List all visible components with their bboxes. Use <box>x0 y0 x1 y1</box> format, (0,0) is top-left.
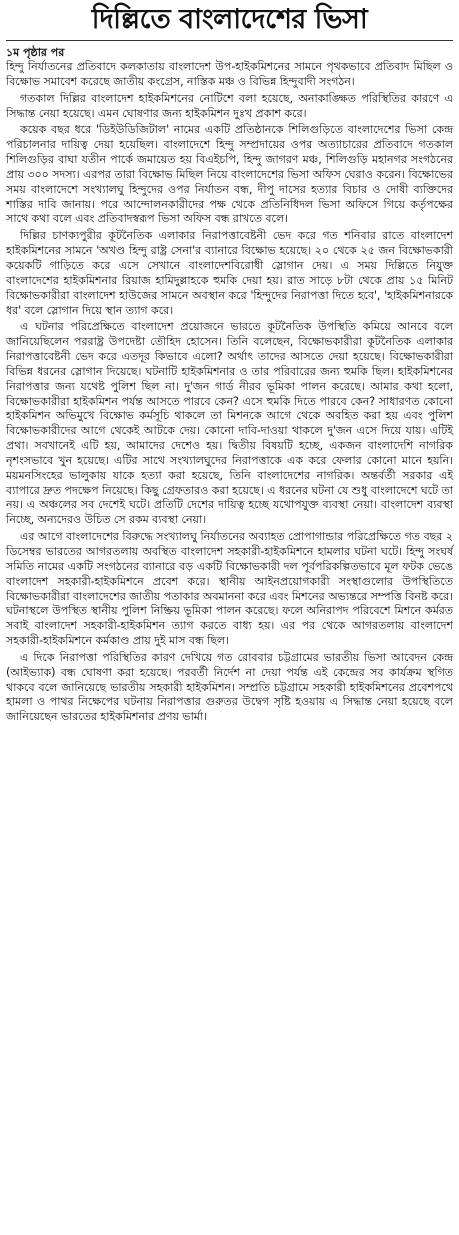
article-paragraph: এর আগে বাংলাদেশের বিরুদ্ধে সংখ্যালঘু নির্যাতনের অব্যাহত প্রোপাগান্ডার পরিপ্রেক্ষিতে গত বছর ২ ডিসেম্বর ভারতের আগরতলায় অবস্থিত বাংলাদেশ সহকারী-হাইকমিশনে হামলার ঘটনা ঘটে। হিন্দু সংঘর্ষ সমিতি নামের একটি সংগঠনের ব্যানারে বড় একটি বিক্ষোভকারী দল পূর্বপরিকল্পিতভাবে মূল ফটক ভেঙে বাংলাদেশ সহকারী-হাইকমিশনে প্রবেশ করে। স্থানীয় আইনপ্রয়োগকারী সংস্থাগুলোর উপস্থিতিতে বিক্ষোভকারীরা বাংলাদেশের জাতীয় পতাকার অবমাননা করে এবং মিশনের অভ্যন্তরে সম্পত্তি বিনষ্ট করে। ঘটনাস্থলে উপস্থিত স্থানীয় পুলিশ নিষ্ক্রিয় ভূমিকা পালন করেছে। ফলে অনিরাপদ পরিবেশে মিশনে কর্মরত সবাই বাংলাদেশ সহকারী-হাইকমিশন ত্যাগ করতে বাধ্য হয়। এর পর থেকে আগরতলায় বাংলাদেশ সহকারী-হাইকমিশনে কর্মকাণ্ড প্রায় দুই মাস বন্ধ ছিল। <box>6 530 453 648</box>
article-body <box>6 60 453 725</box>
article-paragraph: হিন্দু নির্যাতনের প্রতিবাদে কলকাতায় বাংলাদেশ উপ-হাইকমিশনের সামনে পৃথকভাবে প্রতিবাদ মিছিল ও বিক্ষোভ সমাবেশ করেছে জাতীয় কংগ্রেস, নাস্তিক মঞ্চ ও বিভিন্ন হিন্দুবাদী সংগঠন। <box>6 60 453 88</box>
article-paragraph: এ দিকে নিরাপত্তা পরিস্থিতির কারণ দেখিয়ে গত রোববার চট্টগ্রামের ভারতীয় ভিসা আবেদন কেন্দ্র (আইভ্যাক) বন্ধ ঘোষণা করা হয়েছে। পরবর্তী নির্দেশ না দেয়া পর্যন্ত এই কেন্দ্রের সব কার্যক্রম স্থগিত থাকবে বলে জানিয়েছে ভারতীয় সহকারী হাইকমিশন। সম্প্রতি চট্টগ্রামে সহকারী হাইকমিশনের প্রবেশপথে হামলা ও পাথর নিক্ষেপের ঘটনায় নিরাপত্তার গুরুতর উদ্বেগ সৃষ্টি হওয়ায় এ সিদ্ধান্ত নেয়া হয়েছে বলে জানিয়েছেন ভারতের হাইকমিশনার প্রণয় ভার্মা। <box>6 650 453 724</box>
article-paragraph: দিল্লির চাণক্যপুরীর কূটনৈতিক এলাকার নিরাপত্তাবেষ্টনী ভেদ করে গত শনিবার রাতে বাংলাদেশ হাইকমিশনের সামনে 'অখণ্ড হিন্দু রাষ্ট্র সেনা'র ব্যানারে বিক্ষোভ হয়েছে। ২০ থেকে ২৫ জন বিক্ষোভকারী কয়েকটি গাড়িতে করে এসে সেখানে বাংলাদেশবিরোধী স্লোগান দেয়। এ সময় দিল্লিতে নিযুক্ত বাংলাদেশের হাইকমিশনার রিয়াজ হামিদুল্লাহকে হুমকি দেয়া হয়। রাত সাড়ে ৮টা থেকে প্রায় ১৫ মিনিট বিক্ষোভকারীরা বাংলাদেশ হাউজের সামনে অবস্থান করে 'হিন্দুদের নিরাপত্তা দিতে হবে', 'হাইকমিশনারকে ধর' বলে স্লোগান দিয়ে স্থান ত্যাগ করে। <box>6 229 453 317</box>
article-paragraph: গতকাল দিল্লির বাংলাদেশ হাইকমিশনের নোটিশে বলা হয়েছে, অনাকাঙ্ক্ষিত পরিস্থিতির কারণে এ সিদ্ধান্ত নেয়া হয়েছে। এমন ঘোষণার জন্য হাইকমিশন দুঃখ প্রকাশ করে। <box>6 91 453 120</box>
headline-divider <box>6 40 453 41</box>
article-paragraph: এ ঘটনার পরিপ্রেক্ষিতে বাংলাদেশ প্রয়োজনে ভারতে কূটনৈতিক উপস্থিতি কমিয়ে আনবে বলে জানিয়েছিলেন পররাষ্ট্র উপদেষ্টা তৌহিদ হোসেন। তিনি বলেছেন, বিক্ষোভকারীরা কূটনৈতিক এলাকার নিরাপত্তাবেষ্টনী ভেদ করে এতদূর কিভাবে এলো? অর্থাৎ তাদের আসতে দেয়া হয়েছে। বিক্ষোভকারীরা বিভিন্ন ধরনের স্লোগান দিয়েছে। ঘটনাটি হাইকমিশনার ও তার পরিবারের জন্য হুমকি ছিল। হাইকমিশনের নিরাপত্তার জন্য যথেষ্ট পুলিশ ছিল না। দু'জন গার্ড নীরব ভূমিকা পালন করেছে। আমার কথা হলো, বিক্ষোভকারীরা হাইকমিশন পর্যন্ত আসতে পারবে কেন? এসে হুমকি দিতে পারবে কেন? সাধারণত কোনো হাইকমিশন অভিমুখে বিক্ষোভ কর্মসূচি থাকলে তা মিশনকে আগে থেকে অবহিত করা হয় এবং পুলিশ বিক্ষোভকারীদের আগে থেকেই আটকে দেয়। কোনো দাবি-দাওয়া থাকলে দু'জন এসে দিয়ে যায়। এটিই প্রথা। সবখানেই এটি হয়, আমাদের দেশেও হয়। দ্বিতীয় বিষয়টি হচ্ছে, একজন বাংলাদেশি নাগরিক নৃশংসভাবে খুন হয়েছে। এটির সাথে সংখ্যালঘুদের নিরাপত্তাকে এক করে ফেলার কোনো মানে হয়নি। ময়মনসিংহের ভালুকায় যাকে হত্যা করা হয়েছে, তিনি বাংলাদেশের নাগরিক। অন্তর্বর্তী সরকার এই ব্যাপারে দ্রুত পদক্ষেপ নিয়েছে। কিছু গ্রেফতারও করা হয়েছে। এ ধরনের ঘটনা যে শুধু বাংলাদেশে ঘটে তা নয়। এ অঞ্চলের সব দেশেই ঘটে। প্রতিটি দেশের দায়িত্ব হচ্ছে যথোপযুক্ত ব্যবস্থা নেয়া। বাংলাদেশ ব্যবস্থা নিচ্ছে, অন্যদেরও উচিত সে রকম ব্যবস্থা নেয়া। <box>6 320 453 527</box>
article-headline: দিল্লিতে বাংলাদেশের ভিসা <box>91 4 368 35</box>
continued-from-label: ১ম পৃষ্ঠার পর <box>6 46 65 59</box>
article-paragraph: কয়েক বছর ধরে 'ডিইউডিজিটাল' নামের একটি প্রতিষ্ঠানকে শিলিগুড়িতে বাংলাদেশের ভিসা কেন্দ্র পরিচালনার দায়িত্ব দেয়া হয়েছিল। বাংলাদেশে হিন্দু সম্প্রদায়ের ওপর অত্যাচারের প্রতিবাদে গতকাল শিলিগুড়ির বাঘা যতীন পার্কে জমায়েত হয় বিএইচপি, হিন্দু জাগরণ মঞ্চ, শিলিগুড়ি মহানগর সংগঠনের প্রায় ৩০০ সদস্য। এরপর তারা বিক্ষোভ মিছিল নিয়ে বাংলাদেশের ভিসা অফিস ঘেরাও করেন। বিক্ষোভের সময় বাংলাদেশে সংখ্যালঘু হিন্দুদের ওপর নির্যাতন বন্ধ, দীপু দাসের হত্যার বিচার ও দোষী ব্যক্তিদের শাস্তির দাবি জানায়। পরে আন্দোলনকারীদের পক্ষ থেকে প্রতিনিধিদল ভিসা অফিসে গিয়ে কর্তৃপক্ষের সাথে কথা বলে এবং প্রতিবাদস্বরূপ ভিসা অফিস বন্ধ রাখতে বলে। <box>6 123 453 226</box>
